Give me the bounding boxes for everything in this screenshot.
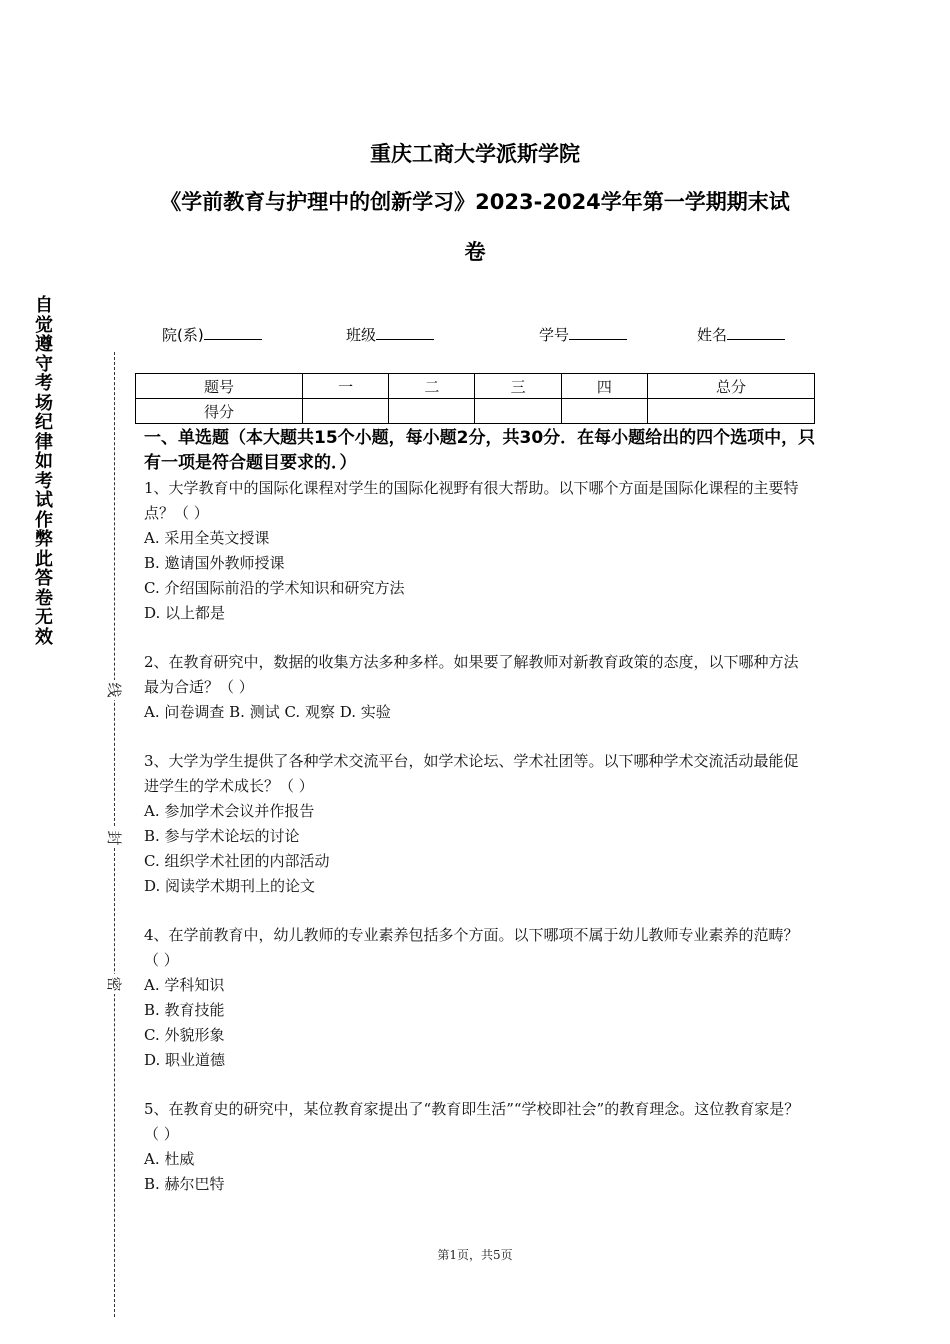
name-label: 姓名 <box>697 326 728 344</box>
score-cell-part1: 一 <box>303 374 389 399</box>
page-number: 第1页，共5页 <box>437 1248 513 1262</box>
name-blank[interactable] <box>727 325 785 340</box>
question-stem: 4、在学前教育中，幼儿教师的专业素养包括多个方面。以下哪项不属于幼儿教师专业素养的范畴？（ ） <box>144 926 799 969</box>
question-3 <box>144 749 808 899</box>
option-c[interactable]: C. 外貌形象 <box>144 1026 225 1044</box>
binding-mark-secret: 密 <box>104 974 124 994</box>
option-d[interactable]: D. 职业道德 <box>144 1051 226 1069</box>
score-input-part1[interactable] <box>303 399 389 424</box>
class-label: 班级 <box>346 326 377 344</box>
option-b[interactable]: B. 教育技能 <box>144 1001 225 1019</box>
score-table-score-row <box>136 399 815 424</box>
school-name: 重庆工商大学派斯学院 <box>370 142 580 166</box>
options-inline[interactable]: A. 问卷调查 B. 测试 C. 观察 D. 实验 <box>144 703 391 721</box>
option-b[interactable]: B. 参与学术论坛的讨论 <box>144 827 300 845</box>
score-input-total[interactable] <box>647 399 814 424</box>
score-cell-question-no: 题号 <box>136 374 303 399</box>
option-b[interactable]: B. 赫尔巴特 <box>144 1175 225 1193</box>
question-2 <box>144 650 808 725</box>
department-label: 院(系) <box>162 326 204 344</box>
score-input-part4[interactable] <box>561 399 647 424</box>
score-cell-part4: 四 <box>561 374 647 399</box>
section-1-heading: 一、单选题（本大题共15个小题，每小题2分，共30分．在每小题给出的四个选项中，只有一项是符合题目要求的．） <box>144 428 816 473</box>
question-stem: 2、在教育研究中，数据的收集方法多种多样。如果要了解教师对新教育政策的态度，以下哪种方法最为合适？（ ） <box>144 653 799 696</box>
score-table <box>135 373 815 424</box>
class-blank[interactable] <box>376 325 434 340</box>
exam-discipline-warning: 自 觉 遵 守 考 场 纪 律 如 考 试 作 弊 此 答 卷 无 效 <box>35 295 53 648</box>
option-a[interactable]: A. 杜威 <box>144 1150 195 1168</box>
student-id-label: 学号 <box>539 326 570 344</box>
class-field[interactable] <box>346 324 434 345</box>
department-field[interactable] <box>162 324 262 345</box>
binding-mark-seal: 封 <box>104 828 124 848</box>
name-field[interactable] <box>697 324 785 345</box>
question-stem: 3、大学为学生提供了各种学术交流平台，如学术论坛、学术社团等。以下哪种学术交流活动最能促进学生的学术成长？（ ） <box>144 752 799 795</box>
option-c[interactable]: C. 介绍国际前沿的学术知识和研究方法 <box>144 579 405 597</box>
score-cell-part2: 二 <box>389 374 475 399</box>
option-a[interactable]: A. 学科知识 <box>144 976 225 994</box>
question-1 <box>144 476 808 626</box>
student-id-field[interactable] <box>539 324 627 345</box>
score-cell-part3: 三 <box>475 374 561 399</box>
option-d[interactable]: D. 以上都是 <box>144 604 226 622</box>
student-id-blank[interactable] <box>569 325 627 340</box>
option-b[interactable]: B. 邀请国外教师授课 <box>144 554 285 572</box>
exam-title-line2: 卷 <box>464 240 486 264</box>
question-4 <box>144 923 808 1073</box>
department-blank[interactable] <box>204 325 262 340</box>
binding-mark-line: 线 <box>104 680 124 700</box>
question-stem: 1、大学教育中的国际化课程对学生的国际化视野有很大帮助。以下哪个方面是国际化课程的主要特点？（ ） <box>144 479 799 522</box>
score-table-header-row <box>136 374 815 399</box>
score-cell-total: 总分 <box>647 374 814 399</box>
option-c[interactable]: C. 组织学术社团的内部活动 <box>144 852 330 870</box>
option-d[interactable]: D. 阅读学术期刊上的论文 <box>144 877 316 895</box>
question-5 <box>144 1097 808 1197</box>
score-input-part3[interactable] <box>475 399 561 424</box>
question-stem: 5、在教育史的研究中，某位教育家提出了“教育即生活”“学校即社会”的教育理念。这位教育家是？（ ） <box>144 1100 800 1143</box>
option-a[interactable]: A. 参加学术会议并作报告 <box>144 802 315 820</box>
score-input-part2[interactable] <box>389 399 475 424</box>
score-cell-score-label: 得分 <box>136 399 303 424</box>
option-a[interactable]: A. 采用全英文授课 <box>144 529 270 547</box>
exam-title-line1: 《学前教育与护理中的创新学习》2023-2024学年第一学期期末试 <box>160 190 790 214</box>
